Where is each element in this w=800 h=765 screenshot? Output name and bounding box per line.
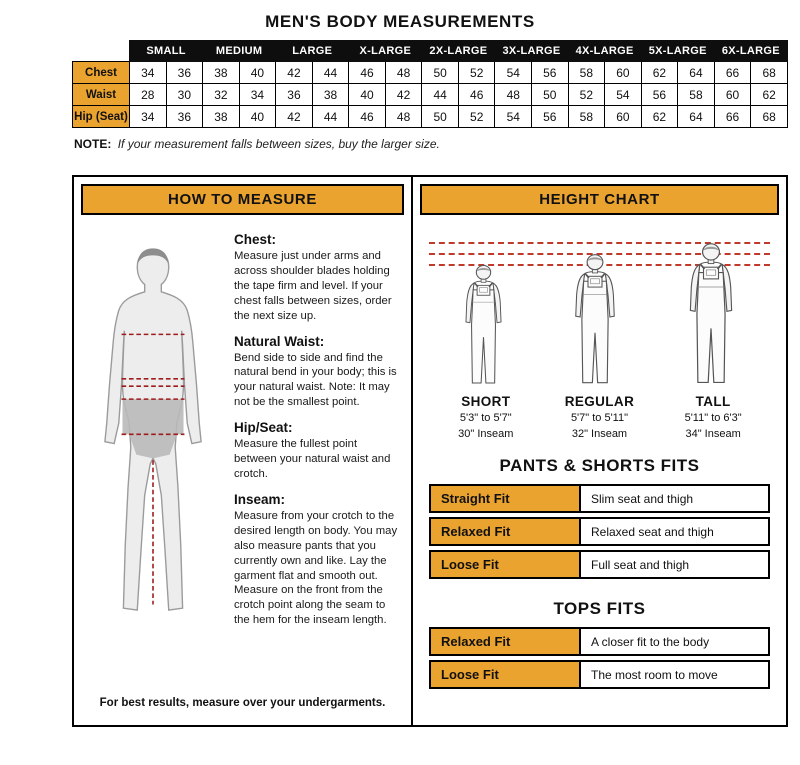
size-value-cell: 42 bbox=[276, 62, 313, 84]
height-figure-name: TALL bbox=[695, 394, 731, 409]
height-figure-range: 5'11" to 6'3" bbox=[684, 412, 742, 424]
size-value-cell: 48 bbox=[385, 62, 422, 84]
size-note bbox=[74, 137, 800, 151]
size-value-cell: 40 bbox=[239, 62, 276, 84]
size-table-header-row bbox=[73, 41, 788, 62]
height-figure-name: SHORT bbox=[461, 394, 511, 409]
body-figure bbox=[78, 226, 228, 693]
measure-section-heading: Inseam: bbox=[234, 491, 286, 507]
fit-row bbox=[429, 517, 770, 546]
measure-section bbox=[234, 420, 399, 482]
size-value-cell: 58 bbox=[678, 84, 715, 106]
measure-section-body: Bend side to side and find the natural bend in your body; this is your natural waist. Note: It may not be the smallest point. bbox=[234, 351, 397, 409]
size-column-header: X-LARGE bbox=[349, 41, 422, 62]
size-value-cell: 32 bbox=[203, 84, 240, 106]
size-value-cell: 50 bbox=[422, 106, 459, 128]
size-value-cell: 46 bbox=[349, 106, 386, 128]
measure-section-heading: Hip/Seat: bbox=[234, 420, 293, 436]
overalls-figure-svg bbox=[681, 242, 741, 386]
body-figure-illustration-svg bbox=[79, 238, 227, 638]
measurement-row-label: Waist bbox=[73, 84, 130, 106]
fit-row bbox=[429, 550, 770, 579]
size-value-cell: 40 bbox=[349, 84, 386, 106]
size-value-cell: 56 bbox=[532, 106, 569, 128]
fit-row bbox=[429, 484, 770, 513]
height-figure-labels bbox=[429, 394, 770, 440]
measurement-row-label: Hip (Seat) bbox=[73, 106, 130, 128]
size-value-cell: 50 bbox=[422, 62, 459, 84]
size-value-cell: 64 bbox=[678, 106, 715, 128]
size-table-row bbox=[73, 84, 788, 106]
size-table-row bbox=[73, 106, 788, 128]
size-value-cell: 68 bbox=[751, 106, 788, 128]
size-value-cell: 44 bbox=[312, 62, 349, 84]
size-column-header: MEDIUM bbox=[203, 41, 276, 62]
size-value-cell: 54 bbox=[605, 84, 642, 106]
height-figure-range: 5'3" to 5'7" bbox=[459, 412, 512, 424]
overalls-figure-svg bbox=[567, 253, 623, 386]
size-value-cell: 36 bbox=[276, 84, 313, 106]
size-value-cell: 46 bbox=[458, 84, 495, 106]
measure-section bbox=[234, 492, 399, 628]
size-value-cell: 42 bbox=[276, 106, 313, 128]
note-text: If your measurement falls between sizes, buy the larger size. bbox=[117, 137, 440, 151]
size-value-cell: 34 bbox=[130, 62, 167, 84]
height-chart-panel bbox=[413, 177, 786, 725]
size-value-cell: 66 bbox=[714, 62, 751, 84]
note-prefix: NOTE: bbox=[74, 137, 112, 151]
size-value-cell: 54 bbox=[495, 106, 532, 128]
size-value-cell: 48 bbox=[495, 84, 532, 106]
size-column-header: 2X-LARGE bbox=[422, 41, 495, 62]
size-value-cell: 62 bbox=[641, 62, 678, 84]
height-figure-name: REGULAR bbox=[564, 394, 635, 409]
pants-fits-title: PANTS & SHORTS FITS bbox=[499, 456, 700, 475]
pants-fits-table bbox=[429, 484, 770, 583]
measure-section-heading: Natural Waist: bbox=[234, 333, 325, 349]
size-value-cell: 36 bbox=[166, 62, 203, 84]
size-value-cell: 36 bbox=[166, 106, 203, 128]
height-chart-header: HEIGHT CHART bbox=[420, 184, 779, 215]
fit-description-cell: The most room to move bbox=[591, 668, 718, 682]
size-column-header: 3X-LARGE bbox=[495, 41, 568, 62]
height-figure-label-group bbox=[543, 394, 656, 440]
measure-section-body: Measure just under arms and across shoulder blades holding the tape firm and level. If your chest falls between sizes, order the next size up. bbox=[234, 250, 392, 322]
size-value-cell: 34 bbox=[239, 84, 276, 106]
fit-name-cell: Straight Fit bbox=[431, 486, 581, 511]
size-value-cell: 46 bbox=[349, 62, 386, 84]
size-value-cell: 66 bbox=[714, 106, 751, 128]
size-table-body bbox=[73, 62, 788, 128]
size-value-cell: 38 bbox=[203, 62, 240, 84]
size-column-header: 4X-LARGE bbox=[568, 41, 641, 62]
measure-section-body: Measure the fullest point between your natural waist and crotch. bbox=[234, 438, 391, 480]
fit-description-cell: Slim seat and thigh bbox=[591, 492, 694, 506]
info-panels bbox=[72, 175, 788, 727]
size-value-cell: 60 bbox=[605, 106, 642, 128]
height-figure-label-group bbox=[430, 394, 543, 440]
measure-footer: For best results, measure over your undergarments. bbox=[99, 697, 386, 709]
fit-row bbox=[429, 627, 770, 656]
size-value-cell: 56 bbox=[532, 62, 569, 84]
size-table bbox=[72, 40, 788, 128]
size-value-cell: 48 bbox=[385, 106, 422, 128]
height-figure-inseam: 30" Inseam bbox=[458, 428, 514, 440]
height-figure-range: 5'7" to 5'11" bbox=[570, 412, 629, 424]
tops-fits-table bbox=[429, 627, 770, 693]
size-chart bbox=[72, 40, 788, 128]
fit-description-cell: A closer fit to the body bbox=[591, 635, 710, 649]
size-column-header: LARGE bbox=[276, 41, 349, 62]
fit-description-cell: Relaxed seat and thigh bbox=[591, 525, 714, 539]
size-value-cell: 68 bbox=[751, 62, 788, 84]
size-column-header: SMALL bbox=[130, 41, 203, 62]
size-value-cell: 62 bbox=[751, 84, 788, 106]
fit-name-cell: Loose Fit bbox=[431, 662, 581, 687]
overalls-figure bbox=[567, 253, 623, 386]
how-to-measure-panel bbox=[74, 177, 413, 725]
height-figures-area bbox=[429, 234, 770, 386]
measure-section bbox=[234, 232, 399, 324]
fit-description-cell: Full seat and thigh bbox=[591, 558, 690, 572]
overalls-figure bbox=[681, 242, 741, 386]
fit-name-cell: Relaxed Fit bbox=[431, 519, 581, 544]
tops-fits-title: TOPS FITS bbox=[553, 599, 646, 618]
size-value-cell: 52 bbox=[458, 106, 495, 128]
height-figure-inseam: 32" Inseam bbox=[571, 428, 628, 440]
page-title: MEN'S BODY MEASUREMENTS bbox=[265, 12, 535, 31]
size-value-cell: 60 bbox=[605, 62, 642, 84]
size-value-cell: 56 bbox=[641, 84, 678, 106]
height-figure-inseam: 34" Inseam bbox=[685, 428, 741, 440]
fit-name-cell: Loose Fit bbox=[431, 552, 581, 577]
size-value-cell: 30 bbox=[166, 84, 203, 106]
measure-section bbox=[234, 334, 399, 411]
size-value-cell: 52 bbox=[458, 62, 495, 84]
height-figure-label-group bbox=[657, 394, 770, 440]
size-value-cell: 44 bbox=[312, 106, 349, 128]
size-value-cell: 38 bbox=[203, 106, 240, 128]
size-value-cell: 60 bbox=[714, 84, 751, 106]
measure-section-heading: Chest: bbox=[234, 232, 277, 247]
overalls-figure-svg bbox=[458, 264, 509, 386]
size-value-cell: 50 bbox=[532, 84, 569, 106]
size-value-cell: 42 bbox=[385, 84, 422, 106]
size-value-cell: 64 bbox=[678, 62, 715, 84]
size-value-cell: 44 bbox=[422, 84, 459, 106]
measure-section-body: Measure from your crotch to the desired length on body. You may also measure pants that you currently own and like. Lay the garment flat and smooth out. Measure on the front from the crotch point along the seam to the hem for the inseam length. bbox=[234, 509, 398, 627]
fit-name-cell: Relaxed Fit bbox=[431, 629, 581, 654]
size-value-cell: 28 bbox=[130, 84, 167, 106]
size-table-corner bbox=[73, 41, 130, 62]
size-value-cell: 58 bbox=[568, 62, 605, 84]
fit-row bbox=[429, 660, 770, 689]
size-value-cell: 54 bbox=[495, 62, 532, 84]
size-column-header: 5X-LARGE bbox=[641, 41, 714, 62]
size-table-row bbox=[73, 62, 788, 84]
size-value-cell: 58 bbox=[568, 106, 605, 128]
measure-body bbox=[74, 222, 411, 693]
size-value-cell: 38 bbox=[312, 84, 349, 106]
size-value-cell: 34 bbox=[130, 106, 167, 128]
size-value-cell: 52 bbox=[568, 84, 605, 106]
size-value-cell: 62 bbox=[641, 106, 678, 128]
size-column-header: 6X-LARGE bbox=[714, 41, 787, 62]
measure-sections bbox=[228, 226, 403, 693]
how-to-measure-header: HOW TO MEASURE bbox=[81, 184, 404, 215]
overalls-figure bbox=[458, 264, 509, 386]
measurement-row-label: Chest bbox=[73, 62, 130, 84]
size-value-cell: 40 bbox=[239, 106, 276, 128]
